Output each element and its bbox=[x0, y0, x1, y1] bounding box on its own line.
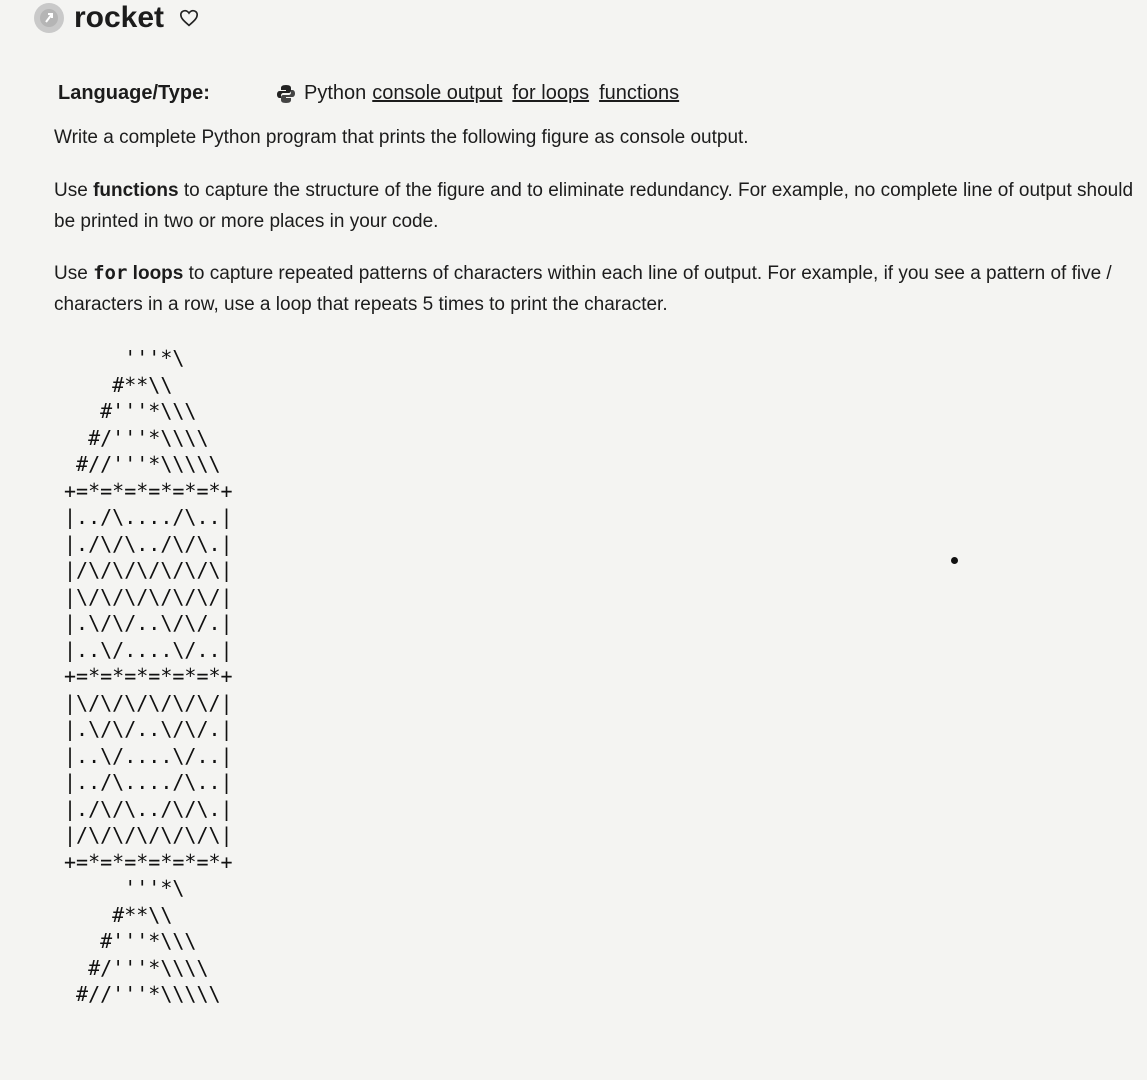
p2-text-after: to capture the structure of the figure and to eliminate redundancy. For example, no complete line of output should be printed in two or more places in your code. bbox=[54, 180, 1134, 232]
figure-line: |../\..../\..| bbox=[64, 505, 233, 529]
figure-line: '''*\ bbox=[64, 876, 185, 900]
figure-line: #**\\ bbox=[64, 902, 173, 927]
figure-line: |..\/....\/..| bbox=[64, 637, 233, 662]
figure-line: #'''*\\\ bbox=[64, 929, 197, 953]
figure-line: #**\\ bbox=[64, 372, 173, 397]
p3-text-after: to capture repeated patterns of characters within each line of output. For example, if you see a pattern of five / characters in a row, use a loop that repeats 5 times to print the character. bbox=[54, 263, 1112, 315]
tag-for-loops-link[interactable]: for loops bbox=[512, 82, 590, 104]
language-value: Python bbox=[304, 82, 367, 104]
figure-line: #/'''*\\\\ bbox=[64, 955, 209, 980]
stray-dot bbox=[951, 557, 958, 564]
p3-text-before: Use bbox=[54, 263, 94, 284]
figure-line: |\/\/\/\/\/\/| bbox=[64, 584, 233, 609]
instruction-paragraph-2 bbox=[54, 175, 1134, 237]
language-type-row bbox=[58, 82, 689, 105]
python-icon bbox=[276, 84, 296, 104]
figure-line: |\/\/\/\/\/\/| bbox=[64, 690, 233, 715]
instruction-paragraph-3 bbox=[54, 258, 1134, 320]
p2-keyword-functions: functions bbox=[93, 180, 179, 201]
heart-outline-icon[interactable] bbox=[178, 7, 200, 29]
p2-text-before: Use bbox=[54, 180, 94, 201]
figure-line: #//'''*\\\\\ bbox=[64, 982, 221, 1006]
tag-functions-link[interactable]: functions bbox=[599, 82, 680, 104]
figure-line: |../\..../\..| bbox=[64, 770, 233, 794]
tag-console-output-link[interactable]: console output bbox=[372, 82, 503, 104]
figure-line: +=*=*=*=*=*=*+ bbox=[64, 849, 233, 874]
rocket-figure bbox=[64, 345, 233, 1008]
page-title: rocket bbox=[74, 1, 165, 34]
figure-line: |/\/\/\/\/\/\| bbox=[64, 558, 233, 582]
figure-line: #'''*\\\ bbox=[64, 399, 197, 423]
p3-keyword-loops: loops bbox=[127, 263, 184, 284]
p3-keyword-for: for bbox=[93, 262, 128, 284]
figure-line: +=*=*=*=*=*=*+ bbox=[64, 664, 233, 688]
language-type-label: Language/Type: bbox=[58, 82, 210, 104]
figure-line: |./\/\../\/\.| bbox=[64, 796, 233, 821]
figure-line: |./\/\../\/\.| bbox=[64, 531, 233, 556]
header bbox=[34, 0, 200, 36]
instruction-paragraph-1: Write a complete Python program that prints the following figure as console output. bbox=[54, 127, 749, 148]
figure-line: +=*=*=*=*=*=*+ bbox=[64, 478, 233, 503]
figure-line: '''*\ bbox=[64, 346, 185, 370]
rocket-logo-icon bbox=[34, 3, 64, 33]
figure-line: |.\/\/..\/\/.| bbox=[64, 611, 233, 635]
figure-line: |..\/....\/..| bbox=[64, 743, 233, 768]
figure-line: |/\/\/\/\/\/\| bbox=[64, 823, 233, 847]
figure-line: #//'''*\\\\\ bbox=[64, 452, 221, 476]
figure-line: |.\/\/..\/\/.| bbox=[64, 717, 233, 741]
figure-line: #/'''*\\\\ bbox=[64, 425, 209, 450]
